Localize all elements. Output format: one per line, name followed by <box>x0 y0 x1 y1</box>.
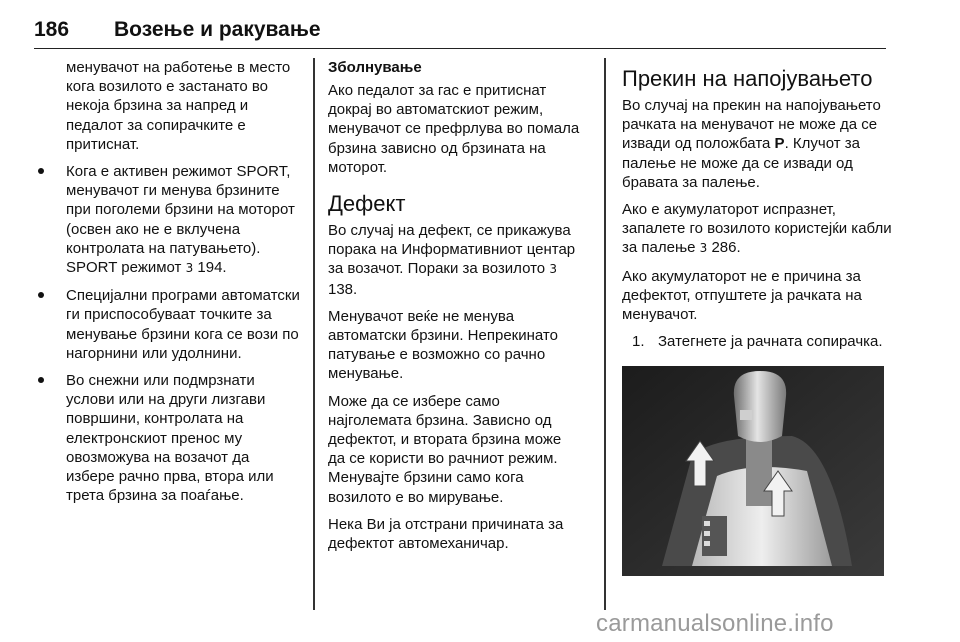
column-2 <box>328 58 582 561</box>
paragraph-text: Ако е акумулаторот испразнет, запалете го возилото користејќи кабли за палење <box>622 201 892 257</box>
page-reference-link[interactable]: 138. <box>328 280 358 298</box>
step-number: 1. <box>632 333 645 351</box>
paragraph: Менувачот веќе не менува автоматски брзини. Непрекинато патување е возможно со рачно менување. <box>328 307 558 383</box>
gear-position-label: P <box>774 135 785 153</box>
paragraph <box>622 200 892 259</box>
reference-arrow-icon: 3 <box>549 262 557 277</box>
column-divider <box>604 58 606 610</box>
column-divider <box>313 58 315 610</box>
paragraph-text: Во случај на прекин на напојувањето рачката на менувачот не може да се извади од положбата <box>622 97 881 153</box>
paragraph: Ако акумулаторот не е причина за дефектот, отпуштете ја рачката на менувачот. <box>622 267 862 324</box>
step-text: Затегнете ја рачната сопирачка. <box>658 333 883 351</box>
intro-paragraph: менувачот на работење в место кога возилото е застанато во некоја брзина за напред и педалот за сопирачките е притиснат. <box>66 59 291 153</box>
bullet-item <box>66 162 301 278</box>
paragraph <box>622 96 892 192</box>
bullet-item <box>66 371 301 505</box>
watermark: carmanualsonline.info <box>596 610 834 637</box>
column-3 <box>622 58 892 359</box>
bullet-text: Специјални програми автоматски ги приспособуваат точките за менување брзини кога се вози по нагорнини или удолнини. <box>66 287 300 362</box>
gear-lever-illustration <box>622 366 884 576</box>
paragraph <box>328 221 582 299</box>
numbered-step <box>622 332 892 351</box>
section-heading: Дефект <box>328 191 406 217</box>
column-1 <box>66 58 301 513</box>
bullet-text: Кога е активен режимот SPORT, менувачот ги менува брзините при поголеми брзини на моторот (освен ако не е вклучена контролата на патувањето). SPORT режимот <box>66 163 295 277</box>
gear-lever-photo <box>622 366 884 576</box>
paragraph-text: Во случај на дефект, се прикажува порака на Информативниот центар за возачот. Пораки за возилото <box>328 222 576 278</box>
paragraph: Може да се избере само најголемата брзина. Зависно од дефектот, и втората брзина може да се користи во рачниот режим. Менувајте брзини само кога возилото е во мирување. <box>328 392 562 506</box>
section-heading: Прекин на напојувањето <box>622 66 873 91</box>
paragraph-text: . Клучот за палење не може да се извади од бравата за палење. <box>622 135 860 191</box>
section-heading: Зболнување <box>328 59 422 76</box>
reference-arrow-icon: 3 <box>699 241 708 256</box>
page-reference-link[interactable]: 194. <box>197 259 227 277</box>
page-number: 186 <box>34 18 70 41</box>
page-reference-link[interactable]: 286. <box>711 239 741 257</box>
reference-arrow-icon: 3 <box>185 261 194 276</box>
paragraph: Нека Ви ја отстрани причината за дефектот автомеханичар. <box>328 515 564 553</box>
page-header <box>34 18 886 49</box>
bullet-text: Во снежни или подмрзнати услови или на други лизгави површини, контролата на електронскиот пренос му овозможува на возачот да избере рачно прва, втора или трета брзина за поаѓање. <box>66 372 274 505</box>
bullet-item <box>66 286 301 363</box>
chapter-title: Возење и ракување <box>114 18 321 41</box>
paragraph: Ако педалот за гас е притиснат докрај во автоматскиот режим, менувачот се префрлува во помала брзина зависно од брзината на моторот. <box>328 82 580 176</box>
